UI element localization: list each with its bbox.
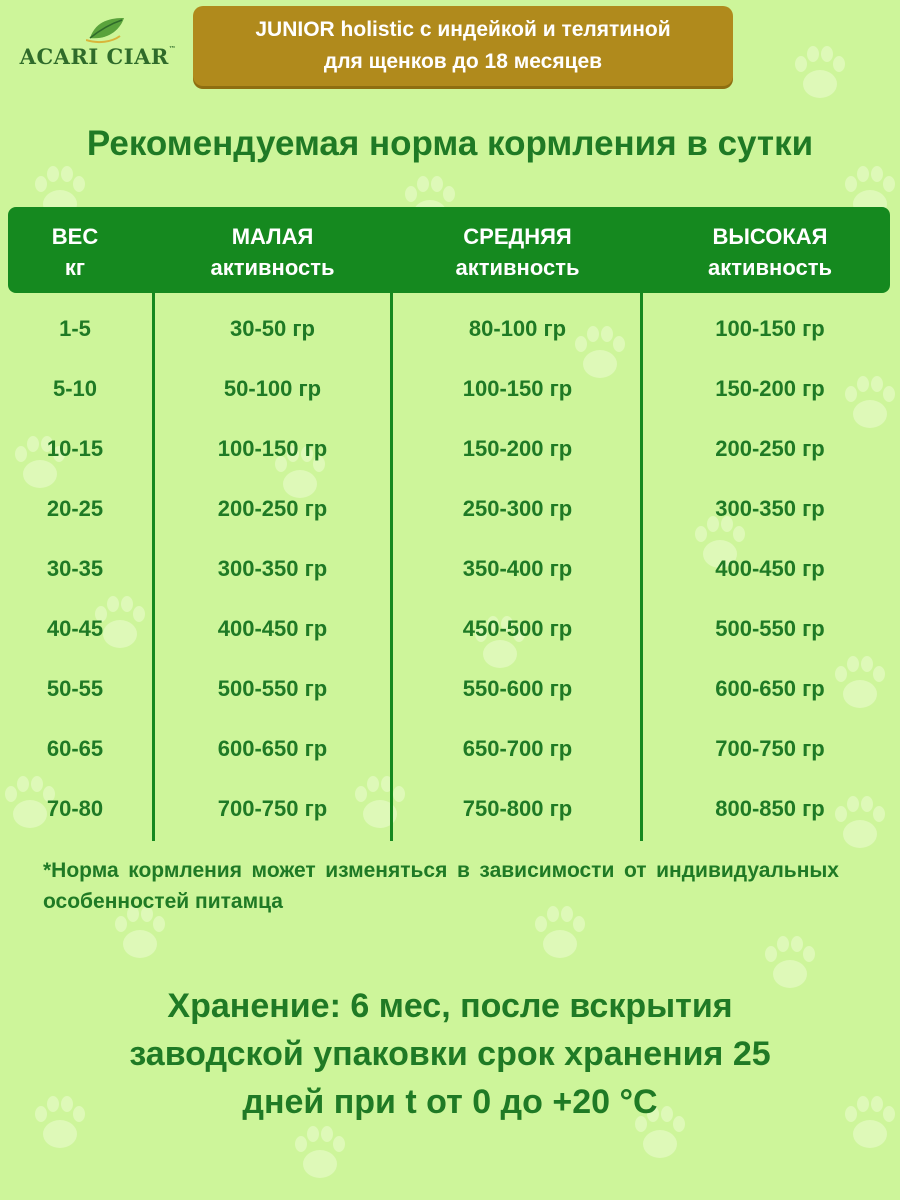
medium-activity-cell: 80-100 гр	[468, 316, 567, 341]
header-weight: ВЕС кг	[51, 224, 99, 280]
table-row	[0, 360, 900, 420]
table-row	[0, 720, 900, 780]
product-banner	[193, 6, 733, 86]
weight-cell: 1-5	[59, 316, 91, 341]
weight-cell: 60-65	[46, 736, 104, 761]
storage-line: дней при t от 0 до +20 °С	[242, 1083, 658, 1121]
medium-activity-cell: 550-600 гр	[462, 676, 573, 701]
medium-activity-cell: 350-400 гр	[462, 556, 573, 581]
brand-logo	[8, 10, 188, 70]
table-row	[0, 420, 900, 480]
low-activity-cell: 700-750 гр	[217, 796, 328, 821]
high-activity-cell: 150-200 гр	[715, 376, 825, 401]
low-activity-cell: 400-450 гр	[217, 616, 328, 641]
high-activity-cell: 700-750 гр	[715, 736, 825, 761]
header-low-activity: МАЛАЯ активность	[210, 224, 335, 280]
table-row	[0, 600, 900, 660]
table-row	[0, 660, 900, 720]
low-activity-cell: 200-250 гр	[217, 496, 328, 521]
medium-activity-cell: 650-700 гр	[462, 736, 573, 761]
weight-cell: 70-80	[46, 796, 104, 821]
table-row	[0, 300, 900, 360]
leaf-icon	[86, 14, 126, 44]
high-activity-cell: 500-550 гр	[715, 616, 825, 641]
low-activity-cell: 500-550 гр	[217, 676, 328, 701]
weight-cell: 50-55	[46, 676, 104, 701]
table-body	[0, 300, 900, 840]
weight-cell: 5-10	[52, 376, 98, 401]
storage-line: Хранение: 6 мес, после вскрытия	[167, 987, 733, 1025]
storage-line: заводской упаковки срок хранения 25	[129, 1035, 771, 1073]
weight-cell: 10-15	[46, 436, 104, 461]
table-header	[8, 207, 890, 293]
high-activity-cell: 800-850 гр	[715, 796, 825, 821]
high-activity-cell: 100-150 гр	[715, 316, 825, 341]
medium-activity-cell: 100-150 гр	[462, 376, 573, 401]
brand-name: ACARI CIAR™	[19, 44, 177, 69]
low-activity-cell: 300-350 гр	[217, 556, 328, 581]
medium-activity-cell: 150-200 гр	[462, 436, 573, 461]
medium-activity-cell: 450-500 гр	[462, 616, 573, 641]
high-activity-cell: 600-650 гр	[715, 676, 825, 701]
high-activity-cell: 400-450 гр	[715, 556, 825, 581]
low-activity-cell: 50-100 гр	[223, 376, 322, 401]
low-activity-cell: 100-150 гр	[217, 436, 328, 461]
low-activity-cell: 30-50 гр	[230, 316, 315, 341]
table-row	[0, 780, 900, 840]
feeding-note: *Норма кормления может изменяться в зависимости от индивидуальных особенностей питамца	[43, 859, 839, 913]
storage-info	[0, 982, 900, 1126]
high-activity-cell: 200-250 гр	[715, 436, 825, 461]
page-title: Рекомендуемая норма кормления в сутки	[86, 124, 814, 163]
low-activity-cell: 600-650 гр	[217, 736, 328, 761]
high-activity-cell: 300-350 гр	[715, 496, 825, 521]
weight-cell: 20-25	[46, 496, 104, 521]
product-name: JUNIOR holistic с индейкой и телятиной	[255, 18, 671, 41]
medium-activity-cell: 750-800 гр	[462, 796, 573, 821]
table-row	[0, 540, 900, 600]
header-medium-activity: СРЕДНЯЯ активность	[455, 224, 580, 280]
product-target: для щенков до 18 месяцев	[323, 50, 603, 73]
header-high-activity: ВЫСОКАЯ активность	[707, 224, 833, 280]
weight-cell: 30-35	[46, 556, 104, 581]
medium-activity-cell: 250-300 гр	[462, 496, 573, 521]
weight-cell: 40-45	[46, 616, 104, 641]
table-row	[0, 480, 900, 540]
